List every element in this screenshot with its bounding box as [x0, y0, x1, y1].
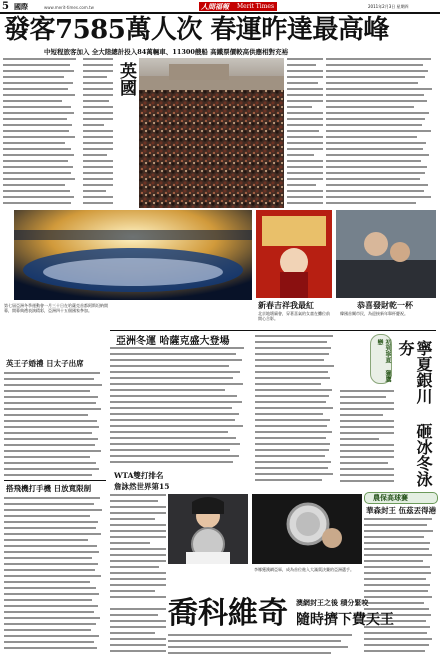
new-year-photo-left-image: [256, 210, 332, 298]
ningxia-headline-box: [394, 334, 434, 494]
prince-headline: 英王子婚禮 日太子出席: [6, 359, 84, 368]
new-year-right-headline: 恭喜發財乾一杯: [357, 300, 413, 310]
site-url: www.merit-times.com.tw: [44, 5, 94, 10]
new-year-photo-right: [336, 210, 436, 298]
stadium-photo: [14, 210, 252, 300]
new-year-right-caption: 韓國首爾市民，為迎接新年舉杯慶祝。: [340, 311, 408, 316]
lead-body-left-2: [83, 58, 113, 208]
tennis-photo-left: [168, 494, 248, 564]
lead-body-left: [3, 58, 79, 208]
sports-tag: [364, 492, 438, 504]
kovitz-subline-1: 澳網封王之後 積分緊咬: [296, 598, 369, 607]
tennis-photo-right-image: [252, 494, 362, 564]
lead-body-mid: [287, 58, 323, 208]
kovitz-headline: 喬科維奇: [168, 596, 288, 631]
phone-headline: 搭飛機打手機 日放寬限制: [6, 484, 92, 493]
sports-body: [364, 518, 436, 660]
kovitz-body-2: [168, 634, 360, 660]
tennis-caption: 李娜獲澳網亞軍，成為首位進入大滿貫決賽的亞洲選手。: [254, 567, 354, 572]
new-year-photo-right-image: [336, 210, 436, 298]
asia-winter-headline: 亞洲冬運 哈薩克盛大登場: [116, 336, 230, 347]
new-year-left-caption: 北京地壇廟會，穿著喜氣的女童在攤位前開心合影。: [258, 311, 330, 321]
band-rule: [110, 330, 436, 331]
crowd-photo: [139, 58, 284, 208]
lead-headline: 發客7585萬人次 春運昨達最高峰: [4, 15, 389, 45]
photo-title: 英國: [116, 62, 136, 96]
new-year-photo-left: [256, 210, 332, 298]
lead-body-right: [326, 58, 436, 208]
center-right-body: [255, 335, 337, 490]
sports-headline: 華森封王 伍茲丟得港: [366, 506, 437, 515]
section-label: 國際: [14, 3, 28, 11]
page-number: 5: [2, 1, 9, 12]
stadium-caption: 第七屆亞洲冬季運動會一月三十日在哈薩克首都阿斯坦納開幕，開幕典禮表演精彩，亞洲四十五個國家參加。: [4, 303, 108, 313]
asia-winter-body: [110, 347, 250, 467]
crowd-photo-image: [139, 58, 284, 208]
lead-subhead: 中短程旅客加入 全大陸總計投入84萬輛車、11300艘船 高鐵票價較高供應相對充裕: [44, 48, 289, 56]
ningxia-tag-text: 初到寧夏 獵鷹戀: [376, 339, 391, 382]
stadium-photo-image: [14, 210, 252, 300]
kovitz-subline-2: 隨時擠下費天王: [296, 612, 394, 628]
wta-body: [110, 494, 166, 606]
phone-body: [4, 497, 106, 659]
paper-logo: [199, 2, 277, 11]
paper-name-en: Merit Times: [237, 3, 275, 10]
prince-body: [4, 372, 106, 482]
kovitz-body: [110, 608, 166, 660]
sports-tag-text: 農保高球賽: [373, 493, 408, 502]
left-rule: [4, 480, 106, 481]
photo-title-box: [114, 58, 138, 208]
ningxia-body: [340, 390, 394, 490]
wta-headline-2: 詹詠然世界第15: [114, 482, 170, 491]
new-year-left-headline: 新春吉祥我最紅: [258, 300, 314, 310]
wta-headline-1: WTA雙打排名: [114, 471, 164, 480]
ningxia-tag: [370, 334, 392, 384]
ningxia-headline: 寧夏銀川 砸冰冬泳夯: [396, 340, 433, 487]
issue-date: 2011年2月3日 星期四: [368, 4, 409, 9]
tennis-photo-left-image: [168, 494, 248, 564]
tennis-photo-right: [252, 494, 362, 564]
paper-name-cn: 人間福報: [201, 2, 229, 11]
masthead-rule: [0, 12, 440, 14]
